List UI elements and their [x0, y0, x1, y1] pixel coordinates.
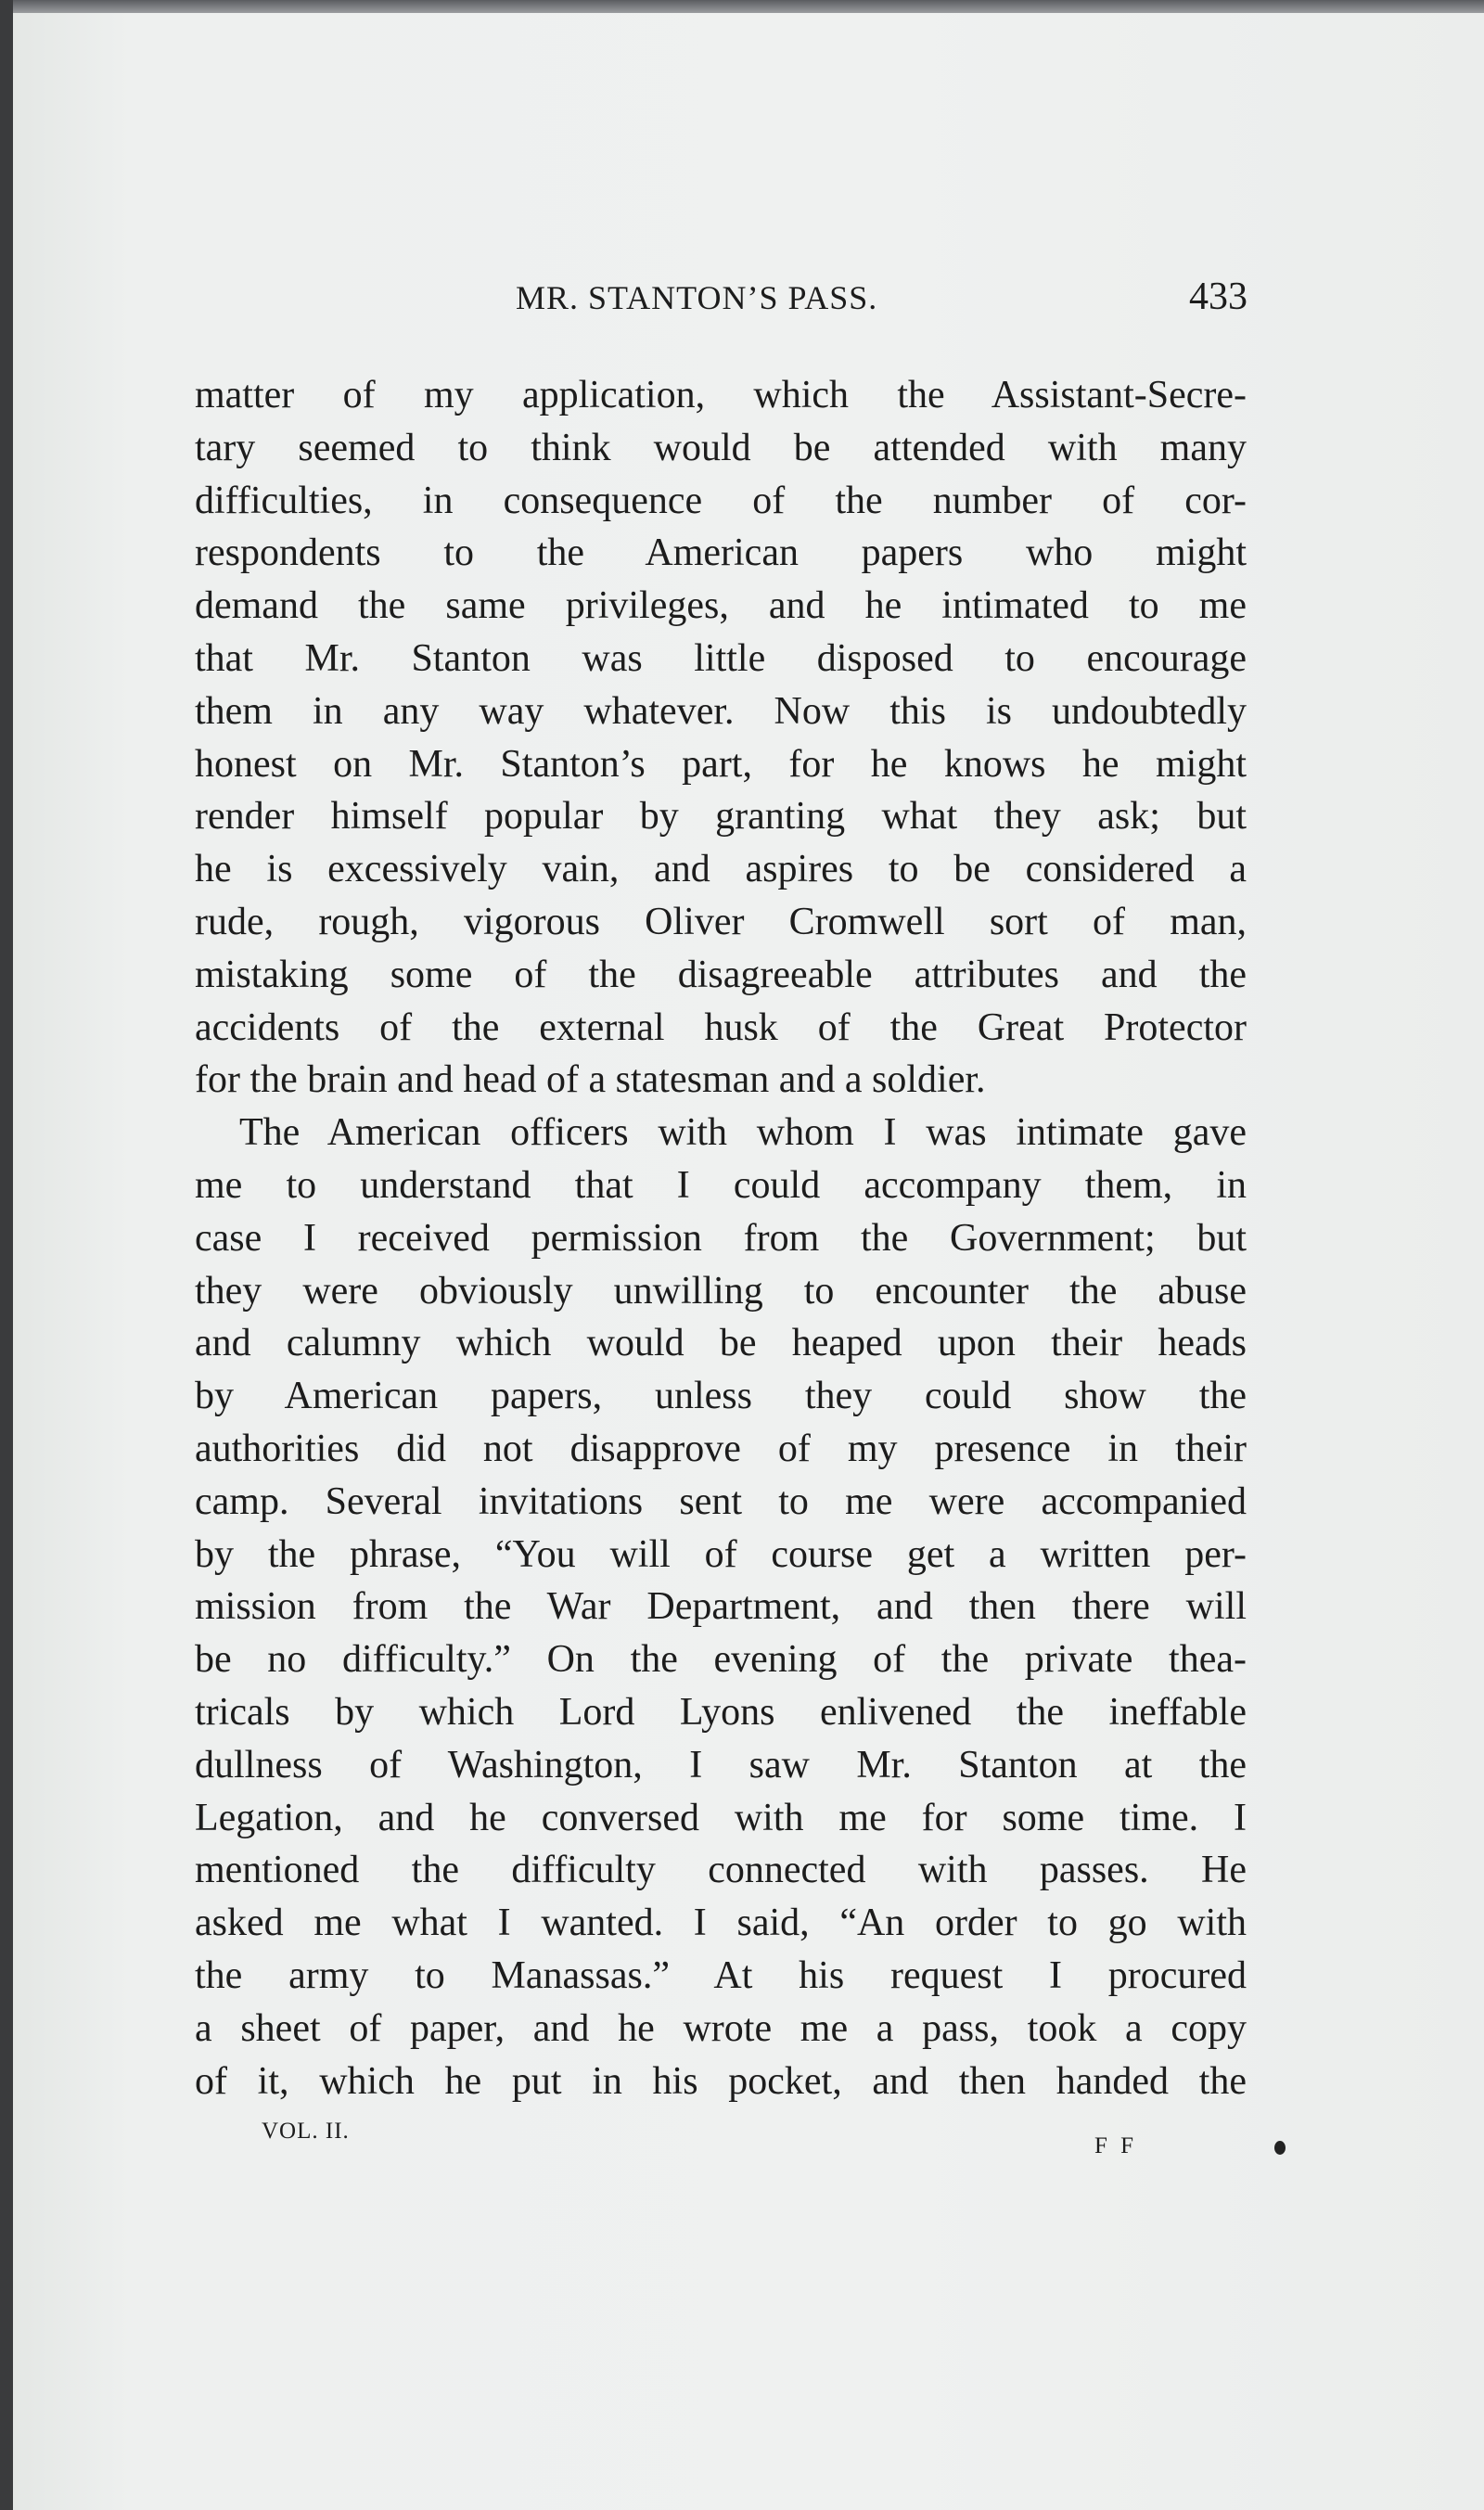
- text-line: respondents to the American papers who might: [195, 531, 1247, 575]
- text-line: he is excessively vain, and aspires to be considered a: [195, 848, 1247, 891]
- text-line: mistaking some of the disagreeable attributes and the: [195, 953, 1247, 996]
- text-line: of it, which he put in his pocket, and then handed the: [195, 2059, 1247, 2103]
- text-line: authorities did not disapprove of my presence in their: [195, 1427, 1247, 1470]
- text-line: camp. Several invitations sent to me were accompanied: [195, 1479, 1247, 1523]
- ink-dot: [1274, 2141, 1286, 2155]
- paragraph: [195, 369, 1247, 1107]
- volume-label: VOL. II.: [262, 2119, 350, 2144]
- text-line: demand the same privileges, and he intimated to me: [195, 584, 1247, 628]
- text-line: The American officers with whom I was intimate gave: [239, 1111, 1247, 1155]
- page-number: 433: [1189, 275, 1247, 318]
- text-line: be no difficulty.” On the evening of the private thea-: [195, 1638, 1247, 1682]
- scan-left-edge: [0, 0, 13, 2510]
- text-line: mission from the War Department, and then there will: [195, 1585, 1247, 1629]
- text-line: they were obviously unwilling to encounter the abuse: [195, 1269, 1247, 1313]
- paragraph: [195, 1107, 1247, 2107]
- text-line: Legation, and he conversed with me for some time. I: [195, 1796, 1247, 1839]
- text-line: difficulties, in consequence of the number of cor-: [195, 479, 1247, 522]
- scan-top-edge: [0, 0, 1484, 13]
- text-line: render himself popular by granting what they ask; but: [195, 795, 1247, 839]
- text-line: by the phrase, “You will of course get a written per-: [195, 1532, 1247, 1576]
- text-line: case I received permission from the Government; but: [195, 1216, 1247, 1260]
- body-text: [195, 369, 1247, 2107]
- text-line: the army to Manassas.” At his request I procured: [195, 1953, 1247, 1997]
- running-title: MR. STANTON’S PASS.: [516, 279, 878, 316]
- text-line: them in any way whatever. Now this is undoubtedly: [195, 689, 1247, 733]
- text-line: accidents of the external husk of the Great Protector: [195, 1005, 1247, 1049]
- signature-mark: F F: [1094, 2133, 1138, 2158]
- text-line: matter of my application, which the Assistant-Secre-: [195, 374, 1247, 416]
- text-line: for the brain and head of a statesman and a soldier.: [195, 1058, 986, 1102]
- text-line: me to understand that I could accompany them, in: [195, 1163, 1247, 1207]
- text-line: honest on Mr. Stanton’s part, for he knows he might: [195, 742, 1247, 786]
- text-line: dullness of Washington, I saw Mr. Stanton at the: [195, 1743, 1247, 1786]
- text-line: tary seemed to think would be attended with many: [195, 426, 1247, 469]
- text-line: mentioned the difficulty connected with passes. He: [195, 1849, 1247, 1892]
- text-line: a sheet of paper, and he wrote me a pass, took a copy: [195, 2006, 1247, 2050]
- text-line: rude, rough, vigorous Oliver Cromwell sort of man,: [195, 900, 1247, 943]
- text-line: tricals by which Lord Lyons enlivened the ineffable: [195, 1690, 1247, 1734]
- text-line: and calumny which would be heaped upon their heads: [195, 1322, 1247, 1365]
- text-line: by American papers, unless they could show the: [195, 1375, 1247, 1418]
- text-line: that Mr. Stanton was little disposed to encourage: [195, 636, 1247, 680]
- text-line: asked me what I wanted. I said, “An order to go with: [195, 1902, 1247, 1945]
